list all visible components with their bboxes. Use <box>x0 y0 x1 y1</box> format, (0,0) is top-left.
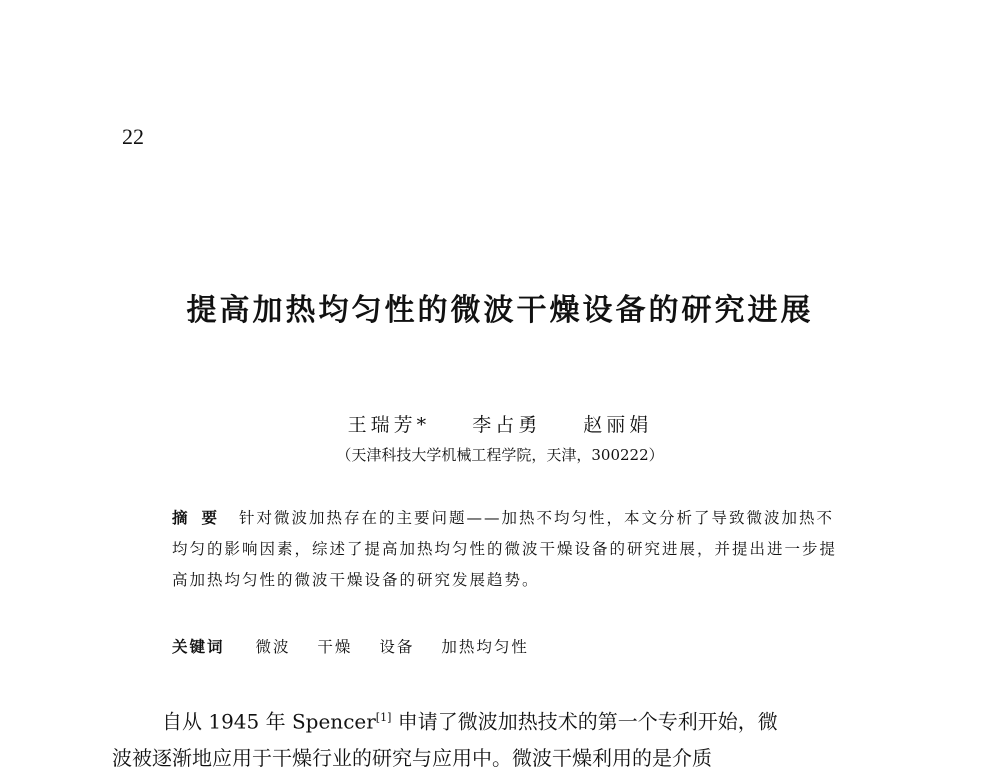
keyword: 设备 <box>379 638 415 656</box>
abstract <box>172 503 842 596</box>
body-paragraph <box>112 700 902 776</box>
affiliation: （天津科技大学机械工程学院，天津，300222） <box>336 446 664 464</box>
keyword: 干燥 <box>317 638 353 656</box>
author: 王瑞芳* <box>347 414 431 436</box>
author: 李占勇 <box>472 414 542 436</box>
page-number: 22 <box>122 124 144 149</box>
keyword: 微波 <box>255 638 291 656</box>
abstract-text: 针对微波加热存在的主要问题——加热不均匀性，本文分析了导致微波加热不均匀的影响因素，综述了提高加热均匀性的微波干燥设备的研究进展，并提出进一步提高加热均匀性的微波干燥设备的研究发展趋势。 <box>172 509 838 589</box>
author: 赵丽娟 <box>583 414 653 436</box>
body-line-1-end: 申请了微波加热技术的第一个专利开始，微 <box>391 709 778 734</box>
body-line-1-start: 自从 1945 年 Spencer <box>162 709 376 734</box>
citation-ref[interactable]: [1] <box>375 711 392 724</box>
keywords-label: 关键词 <box>172 638 225 656</box>
author-list <box>0 410 1000 437</box>
keyword: 加热均匀性 <box>441 638 529 656</box>
keywords <box>172 635 549 657</box>
paper-title: 提高加热均匀性的微波干燥设备的研究进展 <box>186 293 814 328</box>
abstract-label: 摘要 <box>172 509 232 527</box>
body-line-2: 波被逐渐地应用于干燥行业的研究与应用中。微波干燥利用的是介质 <box>112 745 712 770</box>
